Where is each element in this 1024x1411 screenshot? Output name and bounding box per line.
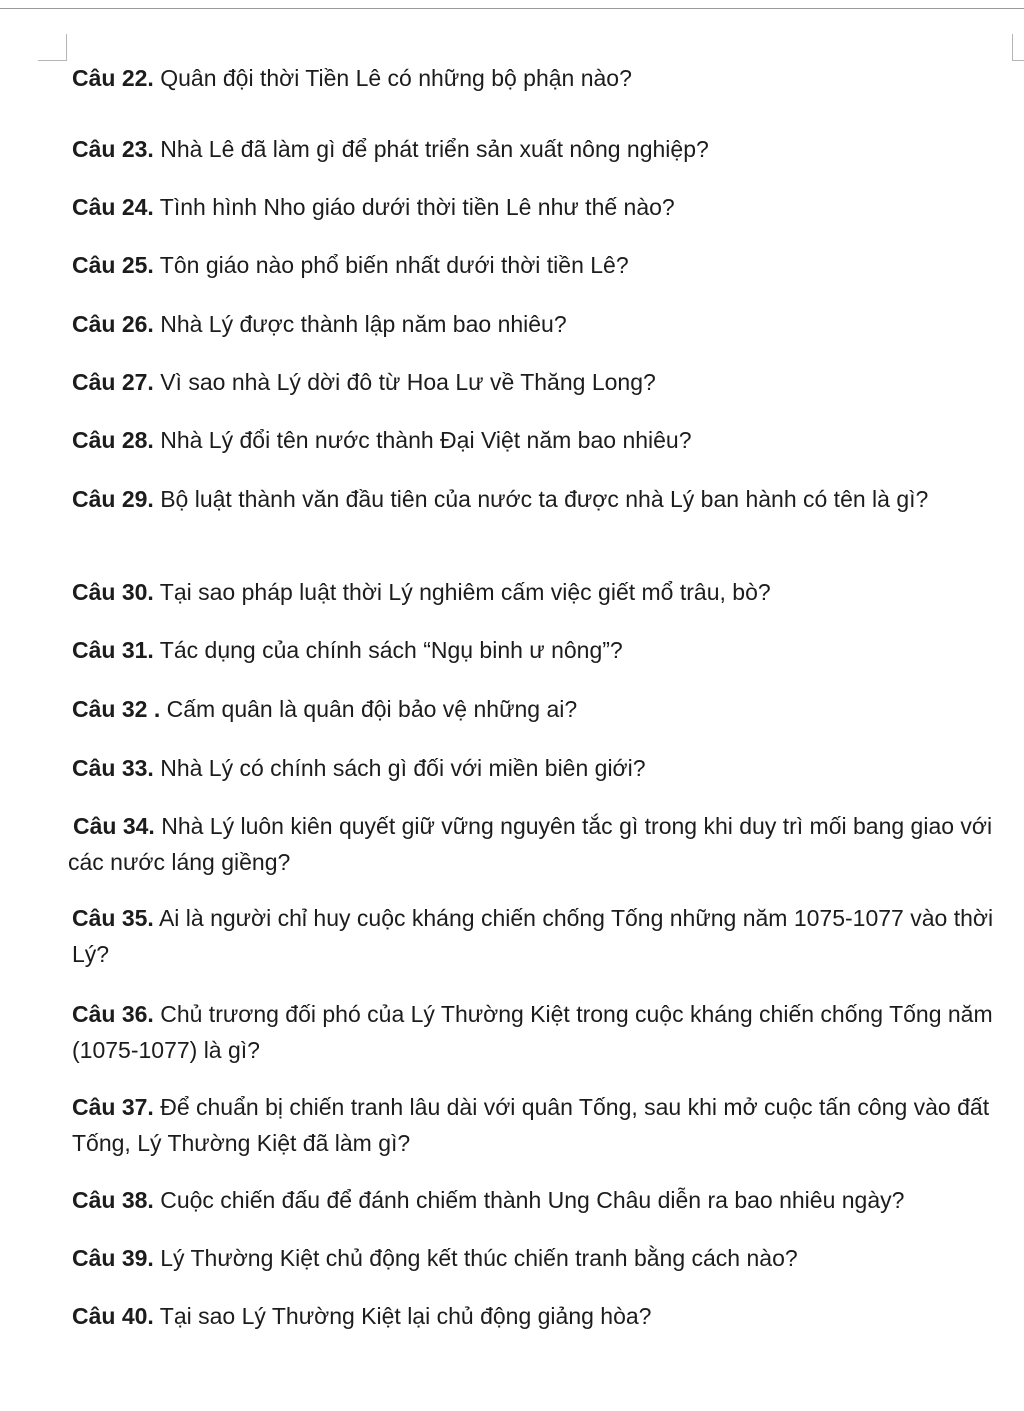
page-top-edge bbox=[0, 8, 1024, 9]
question-number: Câu 27. bbox=[72, 369, 154, 395]
question-number: Câu 26. bbox=[72, 311, 154, 337]
question-36 bbox=[72, 996, 1017, 1068]
question-number: Câu 25. bbox=[72, 252, 154, 278]
question-number: Câu 39. bbox=[72, 1245, 154, 1271]
question-text: Tác dụng của chính sách “Ngụ binh ư nông”? bbox=[153, 637, 623, 663]
question-text: Tại sao Lý Thường Kiệt lại chủ động giảng hòa? bbox=[153, 1303, 652, 1329]
question-text: Để chuẩn bị chiến tranh lâu dài với quân Tống, sau khi mở cuộc tấn công vào đất Tống, Lý Thường Kiệt đã làm gì? bbox=[72, 1094, 990, 1156]
question-text: Nhà Lý đổi tên nước thành Đại Việt năm bao nhiêu? bbox=[153, 427, 692, 453]
question-text: Cấm quân là quân đội bảo vệ những ai? bbox=[160, 696, 578, 722]
question-text: Chủ trương đối phó của Lý Thường Kiệt trong cuộc kháng chiến chống Tống năm (1075-1077) là gì? bbox=[72, 1001, 993, 1063]
question-text: Tại sao pháp luật thời Lý nghiêm cấm việc giết mổ trâu, bò? bbox=[153, 579, 771, 605]
question-34 bbox=[68, 808, 1013, 880]
question-22 bbox=[72, 60, 1017, 96]
question-text: Tình hình Nho giáo dưới thời tiền Lê như thế nào? bbox=[153, 194, 675, 220]
question-number: Câu 23. bbox=[72, 136, 154, 162]
question-number: Câu 33. bbox=[72, 755, 154, 781]
question-number: Câu 32 . bbox=[72, 696, 161, 722]
question-number: Câu 31. bbox=[72, 637, 154, 663]
question-26 bbox=[72, 306, 1017, 342]
question-text: Vì sao nhà Lý dời đô từ Hoa Lư về Thăng Long? bbox=[153, 369, 656, 395]
question-number: Câu 40. bbox=[72, 1303, 154, 1329]
question-23 bbox=[72, 131, 1017, 167]
question-25 bbox=[72, 247, 1017, 283]
question-text: Nhà Lê đã làm gì để phát triển sản xuất nông nghiệp? bbox=[153, 136, 709, 162]
question-39 bbox=[72, 1240, 1017, 1276]
question-27 bbox=[72, 364, 1017, 400]
question-text: Lý Thường Kiệt chủ động kết thúc chiến tranh bằng cách nào? bbox=[153, 1245, 798, 1271]
question-number: Câu 36. bbox=[72, 1001, 154, 1027]
question-number: Câu 22. bbox=[72, 65, 154, 91]
question-text: Tôn giáo nào phổ biến nhất dưới thời tiền Lê? bbox=[153, 252, 629, 278]
question-35 bbox=[72, 900, 1017, 972]
question-text: Ai là người chỉ huy cuộc kháng chiến chống Tống những năm 1075-1077 vào thời Lý? bbox=[72, 905, 994, 967]
question-text: Bộ luật thành văn đầu tiên của nước ta được nhà Lý ban hành có tên là gì? bbox=[153, 486, 929, 512]
margin-crop-mark-right bbox=[1012, 34, 1024, 61]
question-31 bbox=[72, 632, 1017, 668]
question-24 bbox=[72, 189, 1017, 225]
question-number: Câu 34. bbox=[73, 813, 155, 839]
question-number: Câu 24. bbox=[72, 194, 154, 220]
question-29 bbox=[72, 481, 1017, 517]
question-number: Câu 38. bbox=[72, 1187, 154, 1213]
question-text: Quân đội thời Tiền Lê có những bộ phận nào? bbox=[153, 65, 632, 91]
question-number: Câu 28. bbox=[72, 427, 154, 453]
question-text: Nhà Lý được thành lập năm bao nhiêu? bbox=[153, 311, 567, 337]
question-30 bbox=[72, 574, 1017, 610]
question-text: Nhà Lý luôn kiên quyết giữ vững nguyên tắc gì trong khi duy trì mối bang giao với các nước láng giềng? bbox=[68, 813, 993, 875]
margin-crop-mark-left bbox=[38, 34, 67, 61]
question-text: Nhà Lý có chính sách gì đối với miền biên giới? bbox=[153, 755, 646, 781]
question-37 bbox=[72, 1089, 1017, 1161]
question-number: Câu 29. bbox=[72, 486, 154, 512]
question-33 bbox=[72, 750, 1017, 786]
question-28 bbox=[72, 422, 1017, 458]
question-32 bbox=[72, 691, 1017, 727]
question-38 bbox=[72, 1182, 1017, 1218]
question-text: Cuộc chiến đấu để đánh chiếm thành Ung Châu diễn ra bao nhiêu ngày? bbox=[153, 1187, 905, 1213]
question-40 bbox=[72, 1298, 1017, 1334]
question-number: Câu 35. bbox=[72, 905, 154, 931]
question-number: Câu 37. bbox=[72, 1094, 154, 1120]
question-number: Câu 30. bbox=[72, 579, 154, 605]
